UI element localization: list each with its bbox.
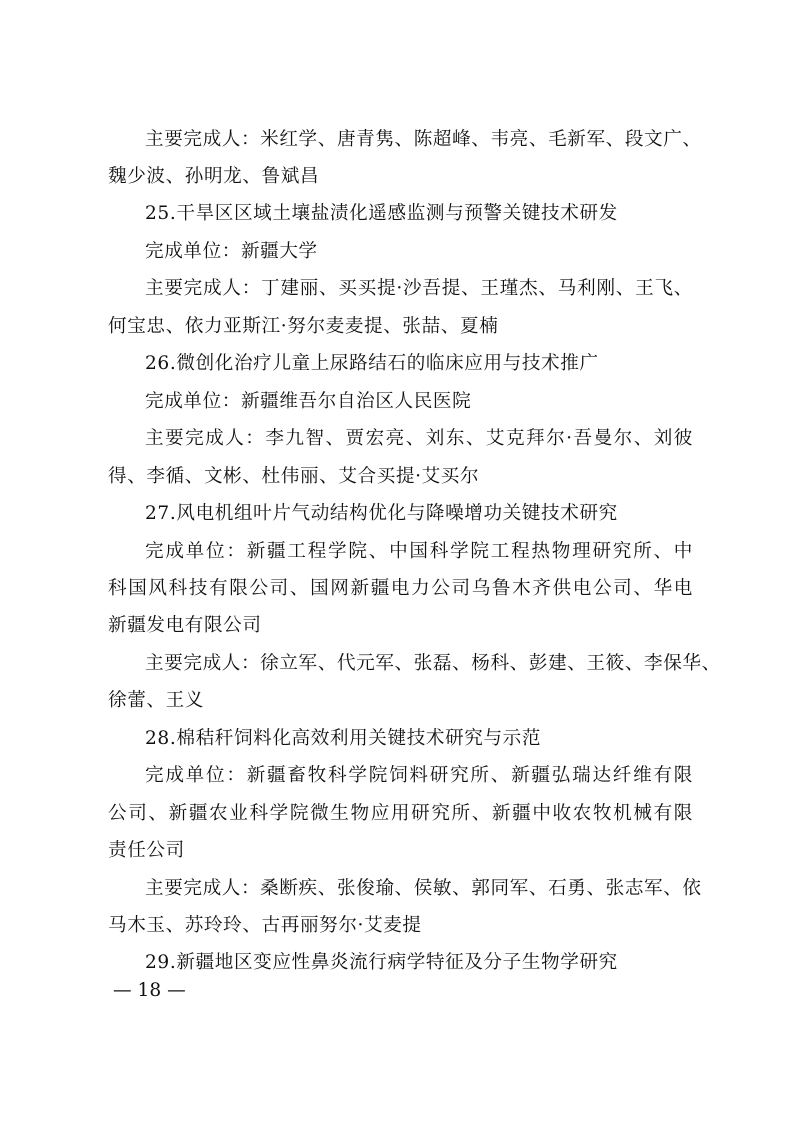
text-line: 徐蕾、王义 [108,690,204,711]
text-line: 新疆发电有限公司 [108,615,262,636]
text-line: 主要完成人：丁建丽、买买提·沙吾提、王瑾杰、马利刚、王飞、 [145,278,693,299]
text-line: 马木玉、苏玲玲、古再丽努尔·艾麦提 [108,915,422,936]
text-line: 得、李循、文彬、杜伟丽、艾合买提·艾买尔 [108,466,480,487]
text-line: 完成单位：新疆工程学院、中国科学院工程热物理研究所、中 [145,541,693,562]
text-line: 完成单位：新疆大学 [145,241,318,262]
text-line: 完成单位：新疆维吾尔自治区人民医院 [145,391,472,412]
text-line: 主要完成人：李九智、贾宏亮、刘东、艾克拜尔·吾曼尔、刘彼 [145,428,693,449]
text-line: 科国风科技有限公司、国网新疆电力公司乌鲁木齐供电公司、华电 [108,578,693,599]
text-line: 魏少波、孙明龙、鲁斌昌 [108,166,320,187]
text-line: 主要完成人：徐立军、代元军、张磊、杨科、彭建、王筱、李保华、 [145,653,721,674]
text-line: 完成单位：新疆畜牧科学院饲料研究所、新疆弘瑞达纤维有限 [145,765,693,786]
section-heading: 28.棉秸秆饲料化高效利用关键技术研究与示范 [145,728,542,749]
text-line: 何宝忠、依力亚斯江·努尔麦麦提、张喆、夏楠 [108,316,499,337]
section-heading: 26.微创化治疗儿童上尿路结石的临床应用与技术推广 [145,353,599,374]
text-line: 公司、新疆农业科学院微生物应用研究所、新疆中收农牧机械有限 [108,803,693,824]
text-line: 责任公司 [108,840,185,861]
text-line: 主要完成人：桑断疾、张俊瑜、侯敏、郭同军、石勇、张志军、依 [145,878,702,899]
page-number: — 18 — [113,980,186,1001]
section-heading: 29.新疆地区变应性鼻炎流行病学特征及分子生物学研究 [145,952,618,973]
section-heading: 27.风电机组叶片气动结构优化与降噪增功关键技术研究 [145,503,618,524]
text-line: 主要完成人：米红学、唐青隽、陈超峰、韦亮、毛新军、段文广、 [145,129,702,150]
section-heading: 25.干旱区区域土壤盐渍化遥感监测与预警关键技术研发 [145,203,618,224]
